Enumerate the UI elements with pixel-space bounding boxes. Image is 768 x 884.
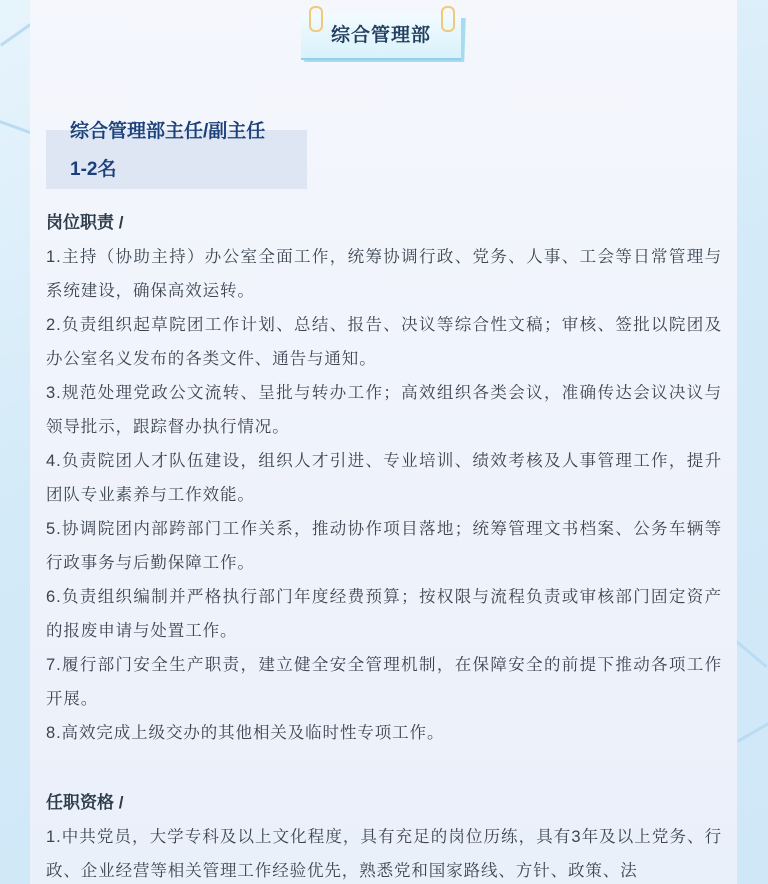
department-tag	[301, 14, 463, 60]
qualifications-heading: 任职资格 /	[46, 793, 124, 812]
list-item: 6.负责组织编制并严格执行部门年度经费预算；按权限与流程负责或审核部门固定资产的报废申请与处置工作。	[46, 588, 722, 640]
qualifications-list	[46, 820, 722, 884]
duties-list	[46, 240, 722, 750]
list-item: 3.规范处理党政公文流转、呈批与转办工作；高效组织各类会议，准确传达会议决议与领导批示，跟踪督办执行情况。	[46, 384, 722, 436]
list-item: 1.主持（协助主持）办公室全面工作，统筹协调行政、党务、人事、工会等日常管理与系统建设，确保高效运转。	[46, 248, 722, 300]
list-item: 4.负责院团人才队伍建设，组织人才引进、专业培训、绩效考核及人事管理工作，提升团队专业素养与工作效能。	[46, 452, 722, 504]
list-item: 5.协调院团内部跨部门工作关系，推动协作项目落地；统筹管理文书档案、公务车辆等行政事务与后勤保障工作。	[46, 520, 722, 572]
duties-heading: 岗位职责 /	[46, 213, 124, 232]
content-card	[30, 0, 737, 884]
position-count: 1-2名	[70, 159, 117, 180]
list-item: 2.负责组织起草院团工作计划、总结、报告、决议等综合性文稿；审核、签批以院团及办公室名义发布的各类文件、通告与通知。	[46, 316, 722, 368]
list-item: 1.中共党员，大学专科及以上文化程度，具有充足的岗位历练，具有3年及以上党务、行政、企业经营等相关管理工作经验优先，熟悉党和国家路线、方针、政策、法	[46, 828, 722, 880]
position-title: 综合管理部主任/副主任	[70, 121, 266, 142]
department-name: 综合管理部	[330, 25, 431, 46]
list-item: 8.高效完成上级交办的其他相关及临时性专项工作。	[46, 724, 445, 742]
list-item: 7.履行部门安全生产职责，建立健全安全管理机制，在保障安全的前提下推动各项工作开展。	[46, 656, 722, 708]
